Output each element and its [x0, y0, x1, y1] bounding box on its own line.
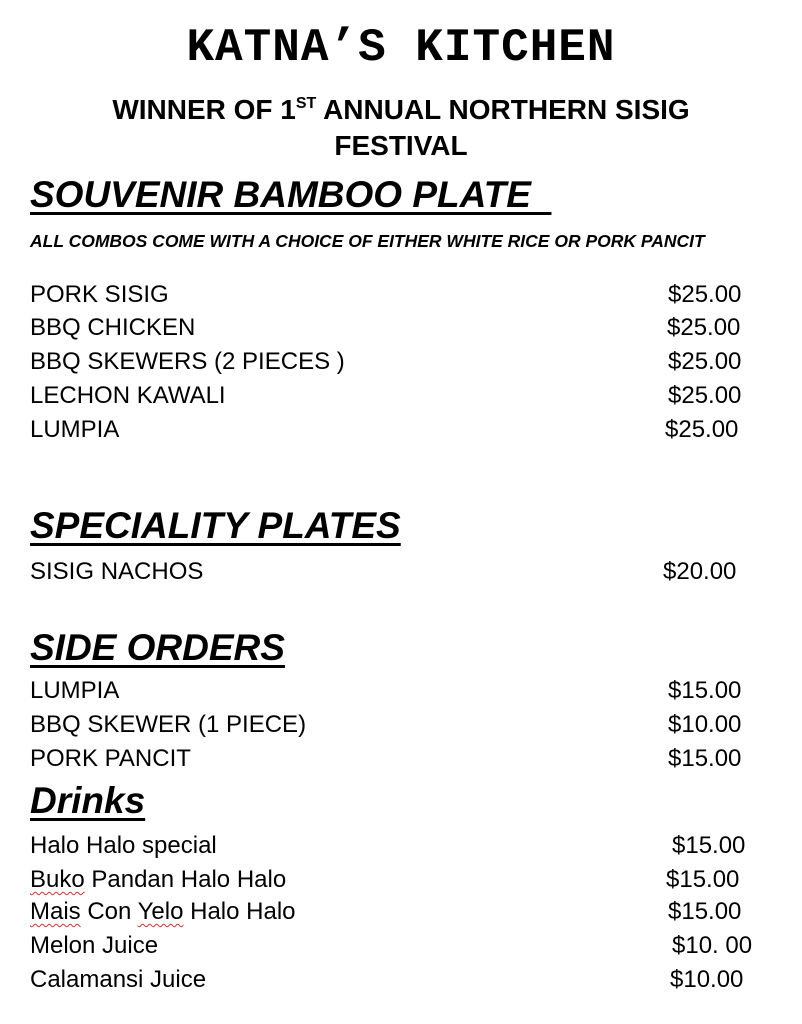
menu-item-price: $10.00	[670, 966, 744, 993]
misspelled-word: Yelo	[137, 898, 184, 925]
menu-item-name: SISIG NACHOS	[30, 558, 204, 585]
section-heading-side-orders: SIDE ORDERS	[30, 627, 285, 668]
menu-item-name: BBQ SKEWER (1 PIECE)	[30, 711, 307, 738]
menu-item-price: $25.00	[667, 314, 741, 341]
subtitle-ordinal-suffix: ST	[295, 95, 317, 112]
menu-item-name: PORK PANCIT	[30, 745, 191, 772]
menu-item-price: $10. 00	[672, 932, 753, 959]
section-heading-speciality-plates: SPECIALITY PLATES	[30, 505, 401, 546]
menu-item-name	[30, 865, 286, 895]
misspelled-word: Buko	[30, 866, 85, 893]
combo-note: ALL COMBOS COME WITH A CHOICE OF EITHER WHITE RICE OR PORK PANCIT	[30, 231, 705, 251]
menu-item-name: Melon Juice	[30, 932, 159, 959]
section-heading-bamboo-plate: SOUVENIR BAMBOO PLATE	[30, 174, 552, 215]
menu-item-price: $15.00	[672, 832, 746, 859]
award-subtitle	[60, 92, 742, 164]
menu-item-name: PORK SISIG	[30, 281, 169, 308]
menu-item-name: Halo Halo special	[30, 832, 217, 859]
menu-item-name-rest: Con	[80, 898, 138, 925]
menu-item-name-rest: Pandan Halo Halo	[84, 866, 287, 893]
menu-item-price: $10.00	[668, 711, 742, 738]
menu-item-name-rest: Halo Halo	[183, 898, 296, 925]
menu-item-price: $25.00	[668, 348, 742, 375]
menu-item-price: $25.00	[665, 416, 739, 443]
menu-item-price: $15.00	[666, 866, 740, 893]
menu-item-price: $20.00	[663, 558, 737, 585]
menu-item-price: $15.00	[668, 745, 742, 772]
menu-item-name	[30, 897, 296, 927]
subtitle-text-start: WINNER OF 1	[112, 94, 296, 125]
menu-item-price: $15.00	[668, 898, 742, 925]
menu-item-price: $25.00	[668, 281, 742, 308]
section-heading-drinks: Drinks	[30, 780, 146, 821]
menu-item-name: LUMPIA	[30, 416, 120, 443]
menu-item-name: LUMPIA	[30, 677, 120, 704]
menu-item-name: BBQ SKEWERS (2 PIECES )	[30, 348, 345, 375]
menu-item-name: BBQ CHICKEN	[30, 314, 196, 341]
restaurant-title: KATNA’S KITCHEN	[186, 22, 616, 74]
menu-item-price: $25.00	[668, 382, 742, 409]
menu-item-name: Calamansi Juice	[30, 966, 207, 993]
menu-item-name: LECHON KAWALI	[30, 382, 226, 409]
subtitle-text-end: ANNUAL NORTHERN SISIG FESTIVAL	[316, 94, 690, 161]
misspelled-word: Mais	[30, 898, 81, 925]
menu-item-price: $15.00	[668, 677, 742, 704]
